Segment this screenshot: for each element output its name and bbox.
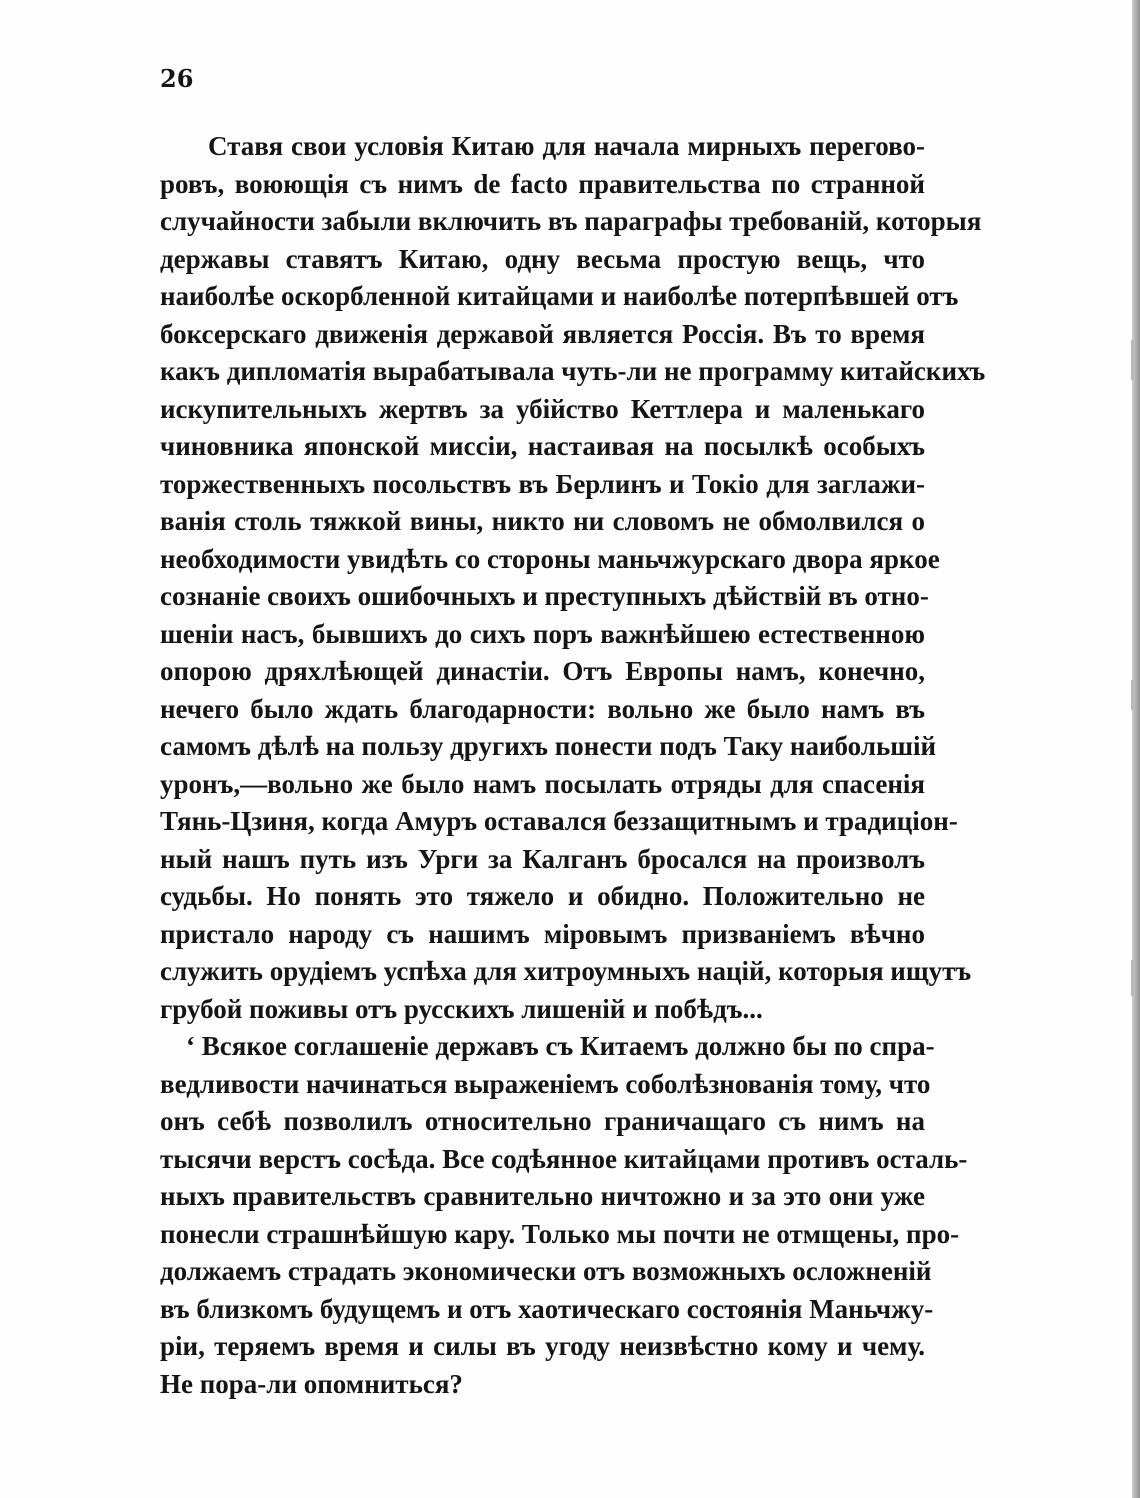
text-line: Не пора-ли опомниться?	[160, 1368, 463, 1399]
text-line: случайности забыли включить въ параграфы требованій, которыя	[160, 206, 982, 236]
text-line: должаемъ страдать экономически отъ возможныхъ осложненій	[160, 1256, 932, 1286]
text-line: необходимости увидѣть со стороны маньчжурскаго двора яркое	[160, 543, 940, 574]
text-line: наиболѣе оскорбленной китайцами и наиболѣе потерпѣвшей отъ	[160, 281, 959, 311]
paragraph-1	[160, 128, 986, 1028]
text-line: Ставя свои условія Китаю для начала мирныхъ перегово-	[208, 131, 925, 161]
text-line: торжественныхъ посольствъ въ Берлинъ и Токіо для заглажи-	[160, 468, 925, 499]
text-line: тысячи верстъ сосѣда. Все содѣянное китайцами противъ осталь-	[160, 1143, 968, 1174]
text-line-content: Всякое соглашеніе державъ съ Китаемъ должно бы по спра-	[201, 1031, 935, 1061]
text-line-first	[160, 1028, 935, 1066]
text-line: судьбы. Но понять это тяжело и обидно. Положительно не	[160, 881, 925, 911]
text-line: ный нашъ путь изъ Урги за Калганъ бросался на произволъ	[160, 843, 925, 874]
text-line: грубой поживы отъ русскихъ лишеній и побѣдъ...	[160, 993, 763, 1024]
text-line: ведливости начинаться выраженіемъ соболѣзнованія тому, что	[160, 1068, 931, 1099]
text-line: уронъ,—вольно же было намъ посылать отряды для спасенія	[160, 768, 925, 799]
page-number: 26	[160, 64, 194, 93]
page-edge-mark	[1131, 960, 1134, 996]
page-edge-shadow	[1132, 0, 1140, 1498]
text-line: ванія столь тяжкой вины, никто ни словомъ не обмолвился о	[160, 506, 925, 536]
text-line: ровъ, воюющія съ нимъ de facto правительства по странной	[160, 168, 925, 199]
text-line: сознаніе своихъ ошибочныхъ и преступныхъ дѣйствій въ отно-	[160, 581, 929, 611]
text-line: Тянь-Цзиня, когда Амуръ оставался беззащитнымъ и традиціон-	[160, 806, 958, 836]
text-line: какъ дипломатія вырабатывала чуть-ли не программу китайскихъ	[160, 356, 986, 386]
paragraph-2	[160, 1028, 968, 1403]
text-line: понесли страшнѣйшую кару. Только мы почти не отмщены, про-	[160, 1218, 960, 1249]
text-line: опорою дряхлѣющей династіи. Отъ Европы намъ, конечно,	[160, 656, 925, 686]
page-edge-mark	[1131, 340, 1134, 380]
text-line: шеніи насъ, бывшихъ до сихъ поръ важнѣйшею естественною	[160, 618, 925, 649]
text-line: служить орудіемъ успѣха для хитроумныхъ націй, которыя ищутъ	[160, 956, 972, 986]
text-line: чиновника японской миссіи, настаивая на посылкѣ особыхъ	[160, 431, 925, 461]
text-line: онъ себѣ позволилъ относительно граничащаго съ нимъ на	[160, 1106, 925, 1136]
text-line: искупительныхъ жертвъ за убійство Кеттлера и маленькаго	[160, 393, 925, 424]
text-line: самомъ дѣлѣ на пользу другихъ понести подъ Таку наибольшій	[160, 731, 937, 761]
margin-mark: ʻ	[186, 1031, 195, 1061]
text-line: въ близкомъ будущемъ и отъ хаотическаго состоянія Маньчжу-	[160, 1293, 934, 1324]
text-line: ріи, теряемъ время и силы въ угоду неизвѣстно кому и чему.	[160, 1331, 925, 1361]
text-line: нечего было ждать благодарности: вольно же было намъ въ	[160, 693, 925, 724]
page-edge-mark	[1131, 680, 1134, 710]
text-line: пристало народу съ нашимъ міровымъ призваніемъ вѣчно	[160, 918, 925, 949]
text-line: боксерскаго движенія державой является Россія. Въ то время	[160, 318, 925, 349]
text-line: державы ставятъ Китаю, одну весьма простую вещь, что	[160, 243, 925, 274]
text-line: ныхъ правительствъ сравнительно ничтожно и за это они уже	[160, 1181, 925, 1211]
